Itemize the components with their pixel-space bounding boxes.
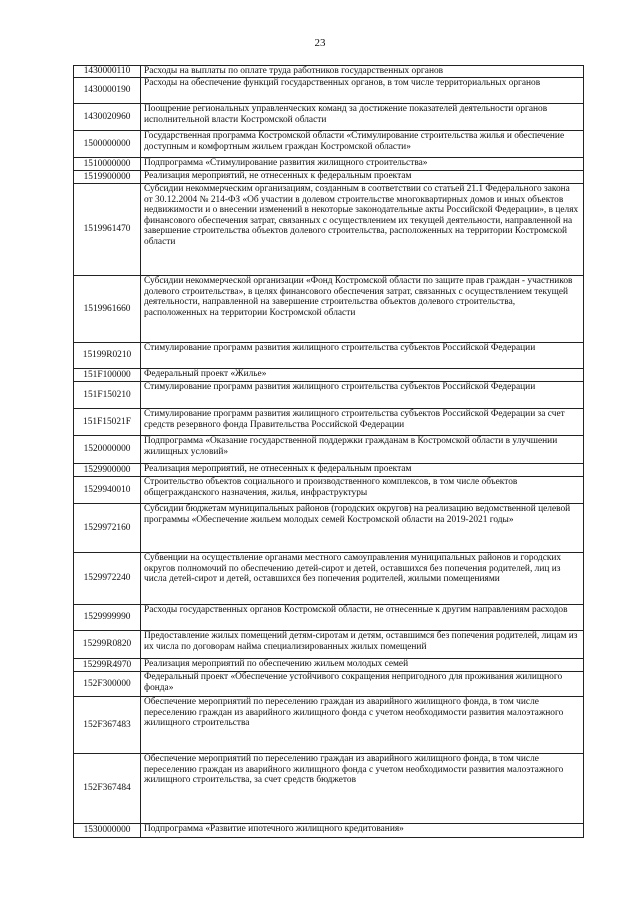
table-row [74, 672, 584, 697]
table-row [74, 464, 584, 477]
table-row [74, 504, 584, 553]
table-row [74, 104, 584, 131]
description-cell: Расходы государственных органов Костромской области, не отнесенные к другим направлениям расходов [141, 605, 584, 631]
table-row [74, 343, 584, 369]
description-cell: Предоставление жилых помещений детям-сиротам и детям, оставшимся без попечения родителей, лицам из их числа по договорам найма специализированных жилых помещений [141, 631, 584, 659]
table-row [74, 754, 584, 824]
code-cell: 152F367483 [74, 697, 141, 754]
code-cell: 152F300000 [74, 672, 141, 697]
table-row [74, 605, 584, 631]
description-cell: Подпрограмма «Стимулирование развития жилищного строительства» [141, 158, 584, 171]
table-row [74, 436, 584, 464]
code-cell: 1529940010 [74, 477, 141, 504]
description-cell: Обеспечение мероприятий по переселению граждан из аварийного жилищного фонда, в том числе переселению граждан из аварийного жилищного фонда с учетом необходимости развития малоэтажного жилищного строительства [141, 697, 584, 754]
description-cell: Реализация мероприятий по обеспечению жильем молодых семей [141, 659, 584, 672]
description-cell: Реализация мероприятий, не отнесенных к федеральным проектам [141, 171, 584, 184]
code-cell: 1529999990 [74, 605, 141, 631]
code-cell: 1520000000 [74, 436, 141, 464]
code-cell: 1500000000 [74, 131, 141, 158]
description-cell: Субвенции на осуществление органами местного самоуправления муниципальных районов и городских округов полномочий по обеспечению детей-сирот и детей, оставшихся без попечения родителей, лиц из числа детей-сирот и детей, оставшихся без попечения родителей, жилыми помещениями [141, 553, 584, 605]
description-cell: Государственная программа Костромской области «Стимулирование строительства жилья и обеспечение доступным и комфортным жильем граждан Костромской области» [141, 131, 584, 158]
description-cell: Поощрение региональных управленческих команд за достижение показателей деятельности органов исполнительной власти Костромской области [141, 104, 584, 131]
description-cell: Федеральный проект «Обеспечение устойчивого сокращения непригодного для проживания жилищного фонда» [141, 672, 584, 697]
description-cell: Расходы на обеспечение функций государственных органов, в том числе территориальных органов [141, 78, 584, 104]
budget-codes-table [73, 65, 584, 838]
code-cell: 1430020960 [74, 104, 141, 131]
table-row [74, 276, 584, 343]
table-row [74, 697, 584, 754]
code-cell: 1519961470 [74, 184, 141, 276]
code-cell: 15299R4970 [74, 659, 141, 672]
code-cell: 1529900000 [74, 464, 141, 477]
description-cell: Обеспечение мероприятий по переселению граждан из аварийного жилищного фонда, в том числе переселению граждан из аварийного жилищного фонда с учетом необходимости развития малоэтажного жилищного строительства, за счет средств бюджетов [141, 754, 584, 824]
description-cell: Подпрограмма «Оказание государственной поддержки гражданам в Костромской области в улучшении жилищных условий» [141, 436, 584, 464]
table-row [74, 158, 584, 171]
code-cell: 1430000190 [74, 78, 141, 104]
description-cell: Субсидии бюджетам муниципальных районов (городских округов) на реализацию ведомственной целевой программы «Обеспечение жильем молодых семей Костромской области на 2019-2021 годы» [141, 504, 584, 553]
page-number: 23 [314, 37, 326, 49]
table-row [74, 171, 584, 184]
table-row [74, 824, 584, 838]
code-cell: 151F100000 [74, 369, 141, 382]
description-cell: Субсидии некоммерческим организациям, созданным в соответствии со статьей 21.1 Федерального закона от 30.12.2004 № 214-ФЗ «Об участии в долевом строительстве многоквартирных домов и иных объектов недвижимости и о внесении изменений в некоторые законодательные акты Российской Федерации», в целях финансового обеспечения затрат, связанных с осуществлением их текущей деятельности, направленной на завершение строительства объектов долевого строительства, расположенных на территории Костромской области [141, 184, 584, 276]
table-row [74, 409, 584, 436]
description-cell: Федеральный проект «Жилье» [141, 369, 584, 382]
description-cell: Стимулирование программ развития жилищного строительства субъектов Российской Федерации за счет средств резервного фонда Правительства Российской Федерации [141, 409, 584, 436]
code-cell: 151F15021F [74, 409, 141, 436]
table-row [74, 184, 584, 276]
code-cell: 152F367484 [74, 754, 141, 824]
description-cell: Субсидии некоммерческой организации «Фонд Костромской области по защите прав граждан - участников долевого строительства», в целях финансового обеспечения затрат, связанных с осуществлением текущей деятельности, направленной на завершение строительства объектов долевого строительства, расположенных на территории Костромской области [141, 276, 584, 343]
table-row [74, 631, 584, 659]
description-cell: Расходы на выплаты по оплате труда работников государственных органов [141, 66, 584, 78]
code-cell: 1530000000 [74, 824, 141, 838]
code-cell: 1529972160 [74, 504, 141, 553]
description-cell: Строительство объектов социального и производственного комплексов, в том числе объектов общегражданского назначения, жилья, инфраструктуры [141, 477, 584, 504]
table-row [74, 382, 584, 409]
code-cell: 1519961660 [74, 276, 141, 343]
table-row [74, 66, 584, 78]
code-cell: 1510000000 [74, 158, 141, 171]
code-cell: 15299R0820 [74, 631, 141, 659]
table-row [74, 369, 584, 382]
table-row [74, 78, 584, 104]
description-cell: Подпрограмма «Развитие ипотечного жилищного кредитования» [141, 824, 584, 838]
description-cell: Стимулирование программ развития жилищного строительства субъектов Российской Федерации [141, 343, 584, 369]
code-cell: 151F150210 [74, 382, 141, 409]
code-cell: 1519900000 [74, 171, 141, 184]
code-cell: 15199R0210 [74, 343, 141, 369]
description-cell: Реализация мероприятий, не отнесенных к федеральным проектам [141, 464, 584, 477]
code-cell: 1430000110 [74, 66, 141, 78]
table-row [74, 553, 584, 605]
description-cell: Стимулирование программ развития жилищного строительства субъектов Российской Федерации [141, 382, 584, 409]
table-row [74, 659, 584, 672]
table-row [74, 477, 584, 504]
code-cell: 1529972240 [74, 553, 141, 605]
table-row [74, 131, 584, 158]
